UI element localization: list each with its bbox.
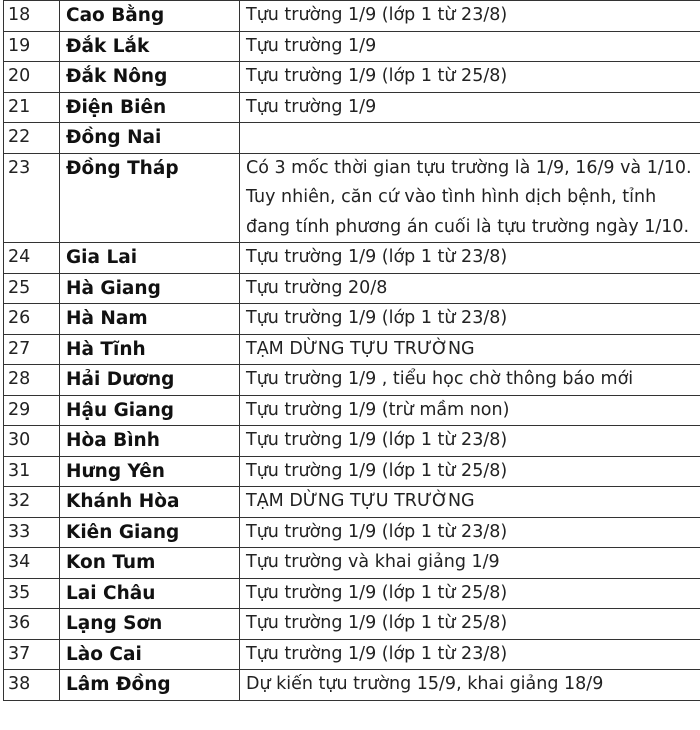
province-name: Hưng Yên [60,456,240,487]
table-row [4,62,700,93]
school-opening-note: Tựu trường 1/9 (lớp 1 từ 25/8) [240,456,700,487]
school-opening-table [3,0,700,701]
province-name: Đắk Lắk [60,31,240,62]
school-opening-note: Tựu trường và khai giảng 1/9 [240,548,700,579]
province-name: Kon Tum [60,548,240,579]
table-row [4,670,700,701]
row-number: 27 [4,334,60,365]
row-number: 28 [4,365,60,396]
school-opening-note: Tựu trường 1/9 (lớp 1 từ 25/8) [240,609,700,640]
province-name: Hà Nam [60,304,240,335]
row-number: 36 [4,609,60,640]
row-number: 25 [4,273,60,304]
row-number: 24 [4,243,60,274]
table-row [4,517,700,548]
table-row [4,426,700,457]
province-name: Hậu Giang [60,395,240,426]
table-row [4,487,700,518]
row-number: 38 [4,670,60,701]
school-opening-note: TẠM DỪNG TỰU TRƯỜNG [240,334,700,365]
school-opening-note: Tựu trường 20/8 [240,273,700,304]
table-row [4,395,700,426]
table-row [4,92,700,123]
province-name: Lào Cai [60,639,240,670]
school-opening-note: Tựu trường 1/9 [240,31,700,62]
row-number: 30 [4,426,60,457]
table-row [4,123,700,154]
table-row [4,273,700,304]
row-number: 22 [4,123,60,154]
school-opening-note: Tựu trường 1/9 (lớp 1 từ 23/8) [240,243,700,274]
school-opening-note: TẠM DỪNG TỰU TRƯỜNG [240,487,700,518]
province-name: Lai Châu [60,578,240,609]
row-number: 23 [4,153,60,243]
row-number: 35 [4,578,60,609]
province-name: Hà Tĩnh [60,334,240,365]
province-name: Hải Dương [60,365,240,396]
row-number: 32 [4,487,60,518]
school-opening-note: Dự kiến tựu trường 15/9, khai giảng 18/9 [240,670,700,701]
province-name: Điện Biên [60,92,240,123]
row-number: 19 [4,31,60,62]
table-row [4,365,700,396]
province-name: Hòa Bình [60,426,240,457]
school-opening-note: Tựu trường 1/9 , tiểu học chờ thông báo mới [240,365,700,396]
table-row [4,639,700,670]
province-name: Cao Bằng [60,1,240,32]
row-number: 29 [4,395,60,426]
row-number: 18 [4,1,60,32]
table-row [4,1,700,32]
province-name: Đồng Tháp [60,153,240,243]
table-body [4,1,700,701]
table-row [4,304,700,335]
school-opening-note: Tựu trường 1/9 (lớp 1 từ 25/8) [240,578,700,609]
row-number: 37 [4,639,60,670]
province-name: Gia Lai [60,243,240,274]
row-number: 31 [4,456,60,487]
school-opening-note: Tựu trường 1/9 (lớp 1 từ 23/8) [240,426,700,457]
province-name: Lạng Sơn [60,609,240,640]
table-row [4,578,700,609]
table-row [4,456,700,487]
school-opening-note: Tựu trường 1/9 (lớp 1 từ 23/8) [240,1,700,32]
table-row [4,153,700,243]
school-opening-note: Tựu trường 1/9 [240,92,700,123]
province-name: Đắk Nông [60,62,240,93]
school-opening-note: Tựu trường 1/9 (lớp 1 từ 23/8) [240,639,700,670]
school-opening-note: Tựu trường 1/9 (lớp 1 từ 23/8) [240,304,700,335]
table-row [4,548,700,579]
province-name: Đồng Nai [60,123,240,154]
row-number: 21 [4,92,60,123]
province-name: Lâm Đồng [60,670,240,701]
row-number: 33 [4,517,60,548]
row-number: 26 [4,304,60,335]
table-row [4,31,700,62]
school-opening-note [240,123,700,154]
row-number: 34 [4,548,60,579]
school-opening-note: Tựu trường 1/9 (trừ mầm non) [240,395,700,426]
table-row [4,243,700,274]
province-name: Hà Giang [60,273,240,304]
table-row [4,609,700,640]
table-row [4,334,700,365]
school-opening-note: Có 3 mốc thời gian tựu trường là 1/9, 16/9 và 1/10. Tuy nhiên, căn cứ vào tình hình dịch bệnh, tỉnh đang tính phương án cuối là tựu trường ngày 1/10. [240,153,700,243]
school-opening-note: Tựu trường 1/9 (lớp 1 từ 23/8) [240,517,700,548]
school-opening-note: Tựu trường 1/9 (lớp 1 từ 25/8) [240,62,700,93]
province-name: Khánh Hòa [60,487,240,518]
row-number: 20 [4,62,60,93]
province-name: Kiên Giang [60,517,240,548]
